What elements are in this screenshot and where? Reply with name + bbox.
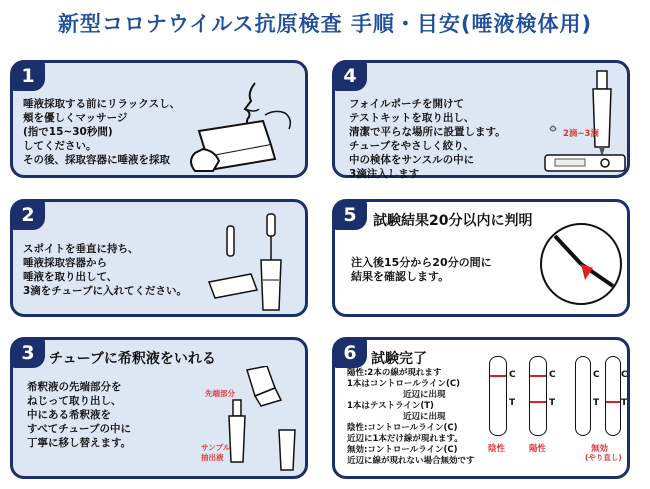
step-3-text: 希釈液の先端部分を ねじって取り出し、 中にある希釈液を すべてチューブの中に 丁寧に移し替えます。 (27, 381, 132, 449)
step-4-text: フォイルポーチを開けて テストキットを取り出し、 清潔で平らな場所に設置します。 チューブをやさしく絞り、 中の検体をサンスルの中に 3滴注入します (349, 98, 506, 180)
step-2-text: スポイトを垂直に持ち、 唾液採取容器から 唾液を取り出して、 3滴をチューブに入れてください。 (23, 243, 187, 297)
page-title: 新型コロナウイルス抗原検査 手順・目安(唾液検体用) (57, 12, 593, 36)
step-number: 2 (11, 200, 45, 230)
invalid-strip-1 (575, 356, 591, 436)
step-5-panel (332, 199, 630, 317)
diluent-label: 抽出液 (201, 453, 224, 462)
c-label: C (593, 370, 600, 380)
step-number: 5 (333, 200, 367, 230)
step-3-panel (10, 337, 308, 479)
t-label: T (549, 398, 556, 408)
step-number: 4 (333, 61, 367, 91)
sample-label: サンプル (201, 443, 231, 452)
tip-label: 先端部分 (205, 389, 235, 398)
step-5-text: 注入後15分から20分の間に 結果を確認します。 (351, 256, 492, 283)
t-label: T (509, 398, 516, 408)
step-6-heading: 試験完了 (371, 351, 427, 367)
saliva-collection-illustration (185, 79, 303, 175)
clock-icon (537, 216, 627, 310)
step-number: 6 (333, 338, 367, 368)
step-1-text: 唾液採取する前にリラックスし、 頬を優しくマッサージ (指で15~30秒間) してください。 その後、採取容器に唾液を採取 (23, 98, 181, 166)
c-label: C (509, 370, 516, 380)
drops-label: 2滴~3滴 (563, 129, 599, 139)
dropper-illustration (205, 210, 305, 314)
step-4-panel (332, 60, 630, 178)
step-3-heading: チューブに希釈液をいれる (49, 351, 216, 367)
step-2-panel (10, 199, 308, 317)
negative-strip (489, 356, 507, 436)
invalid-strip-2 (605, 356, 621, 436)
c-label: C (549, 370, 556, 380)
control-line (490, 375, 506, 377)
positive-label: 陽性 (529, 444, 547, 454)
test-kit-illustration (535, 67, 627, 175)
step-6-text: 陽性:2本の線が現れます 1本はコントロールライン(C) 近辺に出現 1本はテストライン(T) 近辺に出現 陰性:コントロールライン(C) 近辺に1本だけ線が現れます。 無効:コントロールライン(C) 近辺に線が現れない場合無効です (347, 368, 475, 466)
positive-strip (529, 356, 547, 436)
step-number: 3 (11, 338, 45, 368)
step-1-panel (10, 60, 308, 178)
control-line (530, 375, 546, 377)
test-line (606, 401, 620, 403)
negative-label: 陰性 (488, 444, 506, 454)
t-label: T (593, 398, 600, 408)
invalid-sub-label: (やり直し) (585, 453, 622, 462)
invalid-label: 無効 (591, 444, 609, 454)
step-5-heading: 試験結果20分以内に判明 (373, 213, 533, 229)
c-label: C (621, 370, 628, 380)
test-line (530, 401, 546, 403)
step-number: 1 (11, 61, 45, 91)
t-label: T (621, 398, 628, 408)
step-6-panel (332, 337, 630, 479)
